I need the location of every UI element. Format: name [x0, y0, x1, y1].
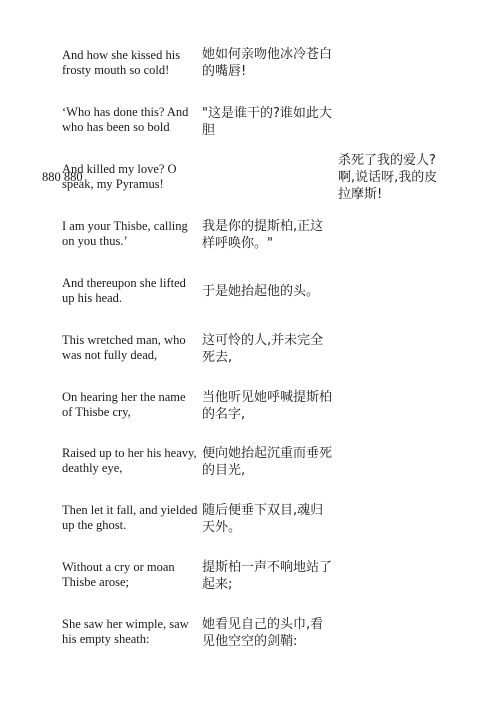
english-verse-line: I am your Thisbe, calling on you thus.’: [62, 219, 188, 248]
chinese-translation-line: 当他听见她呼喊提斯柏 的名字,: [202, 390, 333, 422]
chinese-translation-line: 这可怜的人,并未完全 死去,: [202, 333, 324, 365]
english-verse-line: She saw her wimple, saw his empty sheath:: [62, 617, 189, 646]
english-verse-line: Raised up to her his heavy, deathly eye,: [62, 446, 197, 475]
english-verse-line: Then let it fall, and yielded up the ghost.: [62, 503, 198, 532]
chinese-translation-line: 她看见自己的头巾,看 见他空空的剑鞘:: [202, 617, 324, 649]
english-verse-line: And how she kissed his frosty mouth so cold!: [62, 48, 181, 77]
chinese-translation-line: 我是你的提斯柏,正这 样呼唤你。": [202, 219, 324, 251]
chinese-translation-line: 杀死了我的爱人? 啊,说话呀,我的皮 拉摩斯!: [338, 153, 438, 202]
chinese-translation-line: 随后便垂下双目,魂归 天外。: [202, 503, 324, 535]
chinese-translation-line: "这是谁干的?谁如此大 胆: [202, 106, 332, 138]
english-verse-line: ‘Who has done this? And who has been so bold: [62, 105, 189, 134]
english-verse-line: This wretched man, who was not fully dead,: [62, 333, 186, 362]
english-verse-line: On hearing her the name of Thisbe cry,: [62, 390, 186, 419]
chinese-translation-line: 便向她抬起沉重而垂死 的目光,: [202, 446, 333, 478]
english-verse-line: And thereupon she lifted up his head.: [62, 276, 186, 305]
line-number: 880 880: [42, 170, 83, 184]
chinese-translation-line: 提斯柏一声不响地站了 起来;: [202, 560, 333, 592]
chinese-translation-line: 她如何亲吻他冰冷苍白 的嘴唇!: [202, 47, 333, 79]
chinese-translation-line: 于是她抬起他的头。: [202, 284, 320, 299]
english-verse-line: Without a cry or moan Thisbe arose;: [62, 560, 175, 589]
english-verse-line: And killed my love? O speak, my Pyramus!: [62, 162, 177, 191]
